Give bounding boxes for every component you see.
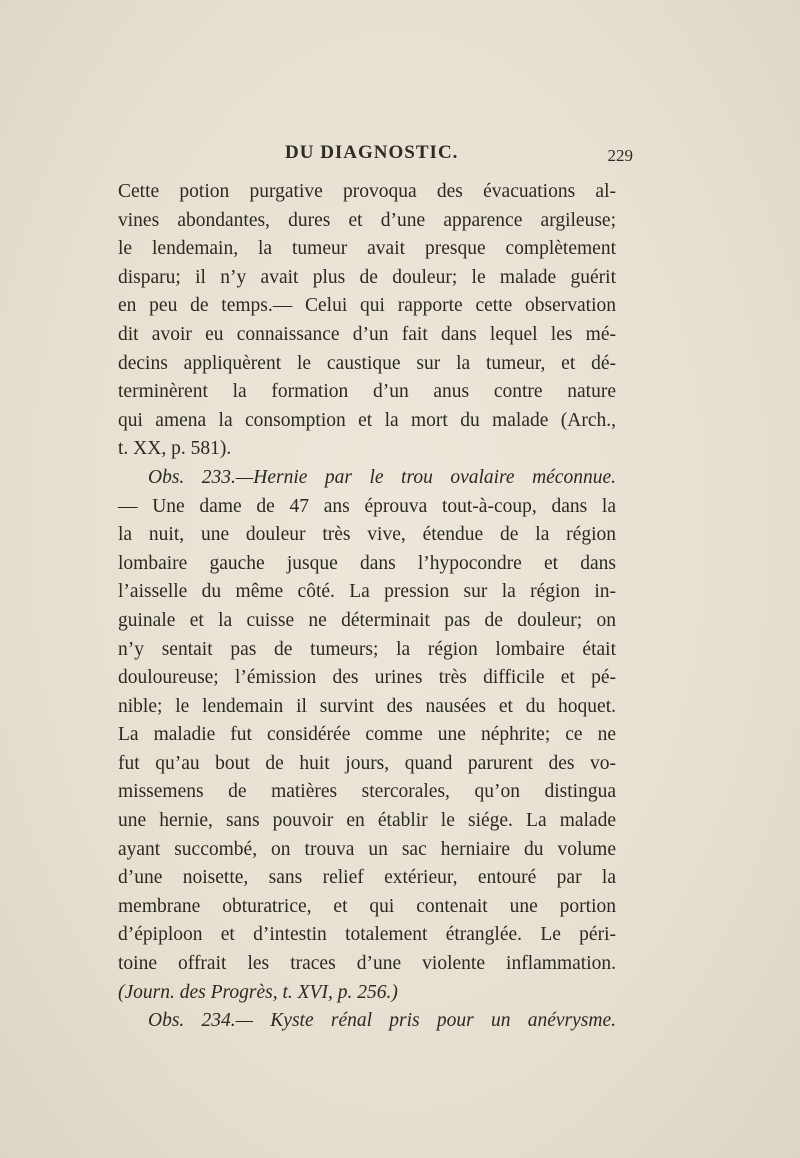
text-line: fut qu’au bout de huit jours, quand parurent des vo- [118, 752, 616, 774]
text-line: — Une dame de 47 ans éprouva tout-à-coup, dans la [118, 495, 616, 517]
page-header [285, 142, 633, 172]
text-line: membrane obturatrice, et qui contenait une portion [118, 895, 616, 917]
citation-line: (Journ. des Progrès, t. XVI, p. 256.) [118, 981, 398, 1003]
text-line: douloureuse; l’émission des urines très difficile et pé- [118, 667, 616, 689]
text-line: qui amena la consomption et la mort du malade (Arch., [118, 409, 616, 431]
text-line: Cette potion purgative provoqua des évacuations al- [118, 181, 616, 202]
text-line: vines abondantes, dures et d’une apparence argileuse; [118, 209, 616, 231]
text-line: nible; le lendemain il survint des nausées et du hoquet. [118, 695, 616, 717]
text-line: lombaire gauche jusque dans l’hypocondre et dans [118, 552, 616, 574]
text-line: le lendemain, la tumeur avait presque complètement [118, 238, 616, 260]
text-line: en peu de temps.— Celui qui rapporte cette observation [118, 295, 616, 317]
text-line: dit avoir eu connaissance d’un fait dans lequel les mé- [118, 323, 616, 345]
running-title: DU DIAGNOSTIC. [285, 142, 459, 163]
observation-heading: Obs. 233.—Hernie par le trou ovalaire méconnue. [148, 466, 616, 488]
text-line: disparu; il n’y avait plus de douleur; le malade guérit [118, 266, 616, 288]
text-line: terminèrent la formation d’un anus contre nature [118, 381, 616, 403]
text-line: ayant succombé, on trouva un sac herniaire du volume [118, 838, 616, 860]
text-line: guinale et la cuisse ne déterminait pas de douleur; on [118, 609, 616, 631]
text-line: missemens de matières stercorales, qu’on distingua [118, 781, 616, 803]
text-line: d’épiploon et d’intestin totalement étranglée. Le péri- [118, 924, 616, 946]
text-line: toine offrait les traces d’une violente inflammation. [118, 953, 616, 975]
text-line: une hernie, sans pouvoir en établir le siége. La malade [118, 810, 616, 832]
text-line: l’aisselle du même côté. La pression sur la région in- [118, 581, 616, 603]
body-text [118, 178, 616, 1036]
text-line: n’y sentait pas de tumeurs; la région lombaire était [118, 638, 616, 660]
text-line: decins appliquèrent le caustique sur la tumeur, et dé- [118, 352, 616, 374]
page-number: 229 [607, 146, 633, 165]
text-line: La maladie fut considérée comme une néphrite; ce ne [118, 724, 616, 746]
text-line: d’une noisette, sans relief extérieur, entouré par la [118, 867, 616, 889]
text-line: la nuit, une douleur très vive, étendue de la région [118, 524, 616, 546]
text-line: t. XX, p. 581). [118, 438, 232, 460]
observation-heading: Obs. 234.— Kyste rénal pris pour un anévrysme. [148, 1010, 616, 1032]
